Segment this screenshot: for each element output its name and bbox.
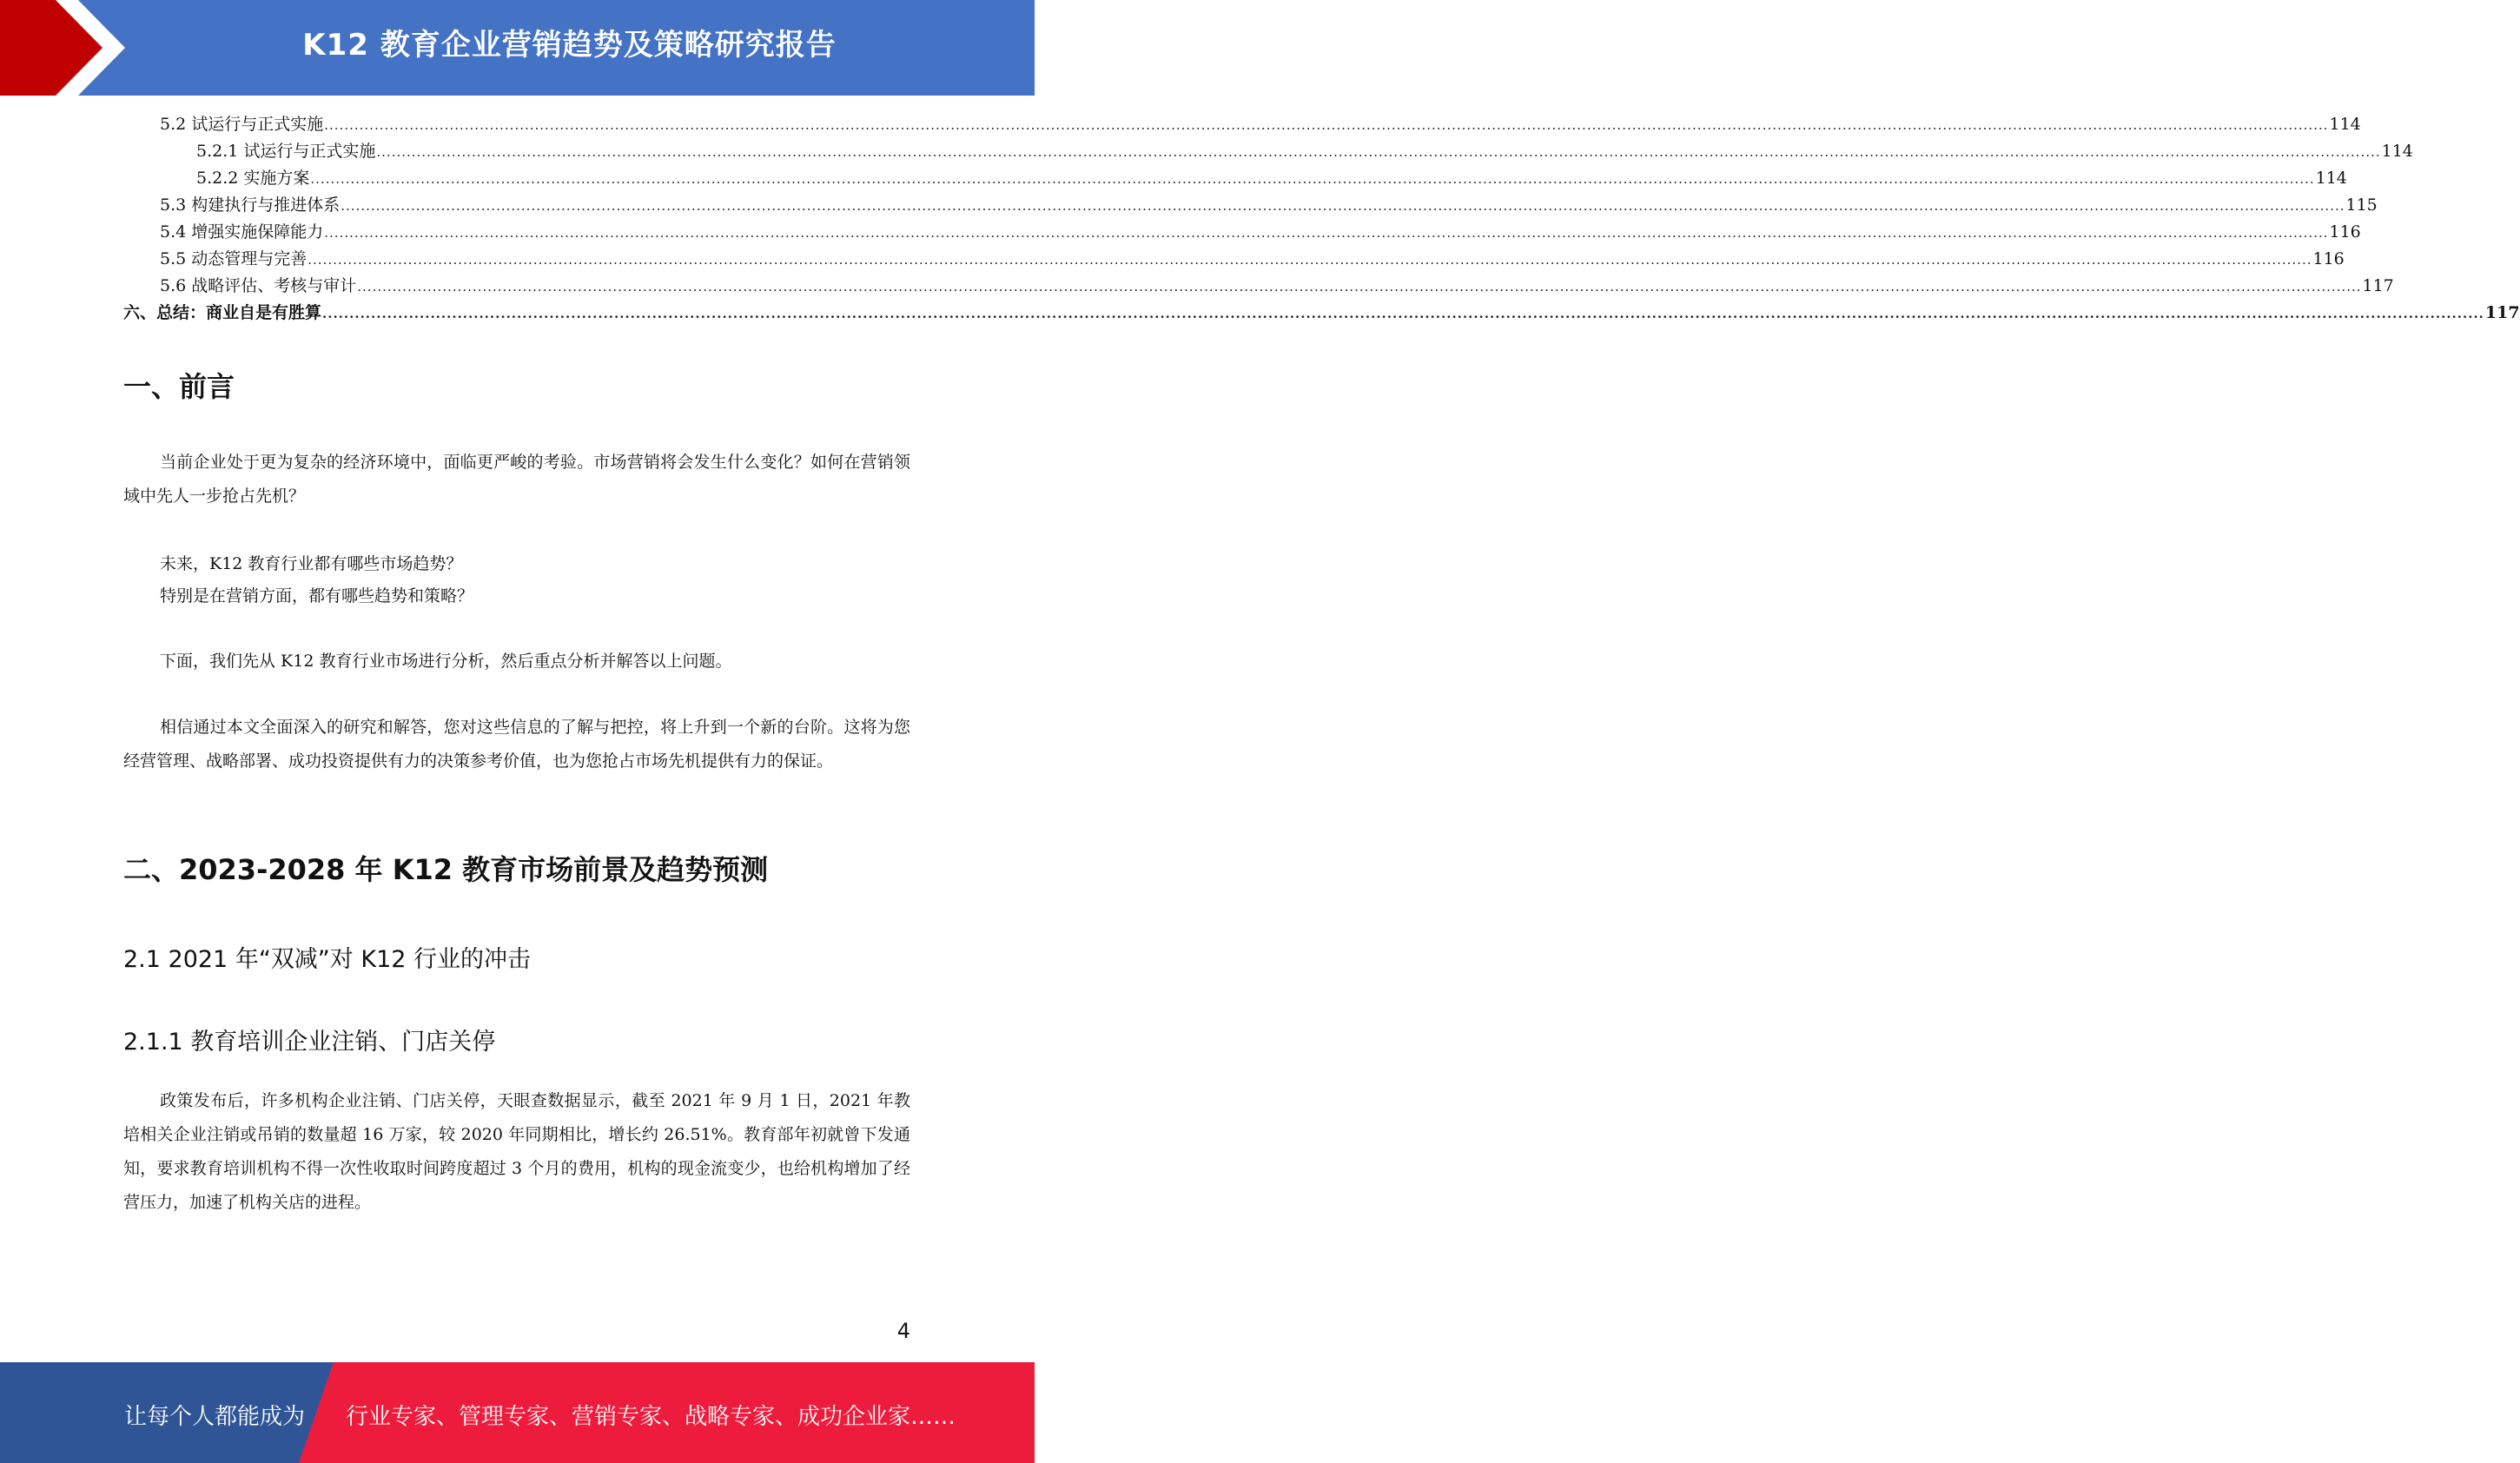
toc-entry-label: 5.6 战略评估、考核与审计 (160, 276, 357, 295)
toc-entry-page: 116 (2312, 249, 2345, 268)
page-number: 4 (896, 1319, 910, 1343)
section-heading-preface: 一、前言 (123, 370, 235, 403)
toc-entry-label: 5.5 动态管理与完善 (160, 249, 308, 268)
section-heading-2-1-1: 2.1.1 教育培训企业注销、门店关停 (123, 1029, 496, 1056)
report-title: K12 教育企业营销趋势及策略研究报告 (302, 28, 837, 63)
toc-leader-dots: ................................................................................................................................................................................................................................................................................................................................................................................................................ (324, 225, 2329, 241)
toc-entry-page: 114 (2315, 169, 2347, 188)
toc-entry-label: 5.3 构建执行与推进体系 (160, 195, 341, 215)
toc-entry-label: 六、总结：商业自是有胜算 (123, 303, 322, 322)
toc-entry[interactable] (123, 165, 2347, 192)
toc-leader-dots: ................................................................................................................................................................................................................................................................................................................................................................................................................ (310, 171, 2315, 187)
toc-entry-page: 117 (2362, 276, 2394, 295)
preface-paragraph-1: 当前企业处于更为复杂的经济环境中，面临更严峻的考验。市场营销将会发生什么变化？如何在营销领域中先人一步抢占先机？ (123, 453, 910, 506)
toc-entry-label: 5.2 试运行与正式实施 (160, 115, 324, 134)
section-heading-2-1: 2.1 2021 年“双减”对 K12 行业的冲击 (123, 946, 532, 973)
toc-entry[interactable] (123, 246, 2345, 273)
footer-slogan-right: 行业专家、管理专家、营销专家、战略专家、成功企业家…… (346, 1404, 956, 1430)
section-2-1-1-paragraph: 政策发布后，许多机构企业注销、门店关停，天眼查数据显示，截至 2021 年 9 月 1 日，2021 年教培相关企业注销或吊销的数量超 16 万家，较 2020 年同期相比，增长约 26.51%。教育部年初就曾下发通知，要求教育培训机构不得一次性收取时间跨度超过 3 个月的费用，机构的现金流变少，也给机构增加了经营压力，加速了机构关店的进程。 (123, 1091, 910, 1212)
toc-entry-page: 116 (2329, 222, 2361, 242)
toc-leader-dots: ................................................................................................................................................................................................................................................................................................................................................................................................................ (376, 144, 2381, 160)
toc-entry[interactable] (123, 273, 2394, 300)
toc-entry-page: 114 (2381, 142, 2413, 161)
preface-question-2: 特别是在营销方面，都有哪些趋势和策略？ (160, 586, 474, 606)
toc-entry[interactable] (123, 192, 2378, 219)
preface-paragraph-2: 下面，我们先从 K12 教育行业市场进行分析，然后重点分析并解答以上问题。 (160, 652, 732, 671)
toc-entry-label: 5.2.1 试运行与正式实施 (196, 142, 376, 161)
toc-entry[interactable] (123, 138, 2413, 165)
preface-paragraph-3: 相信通过本文全面深入的研究和解答，您对这些信息的了解与把控，将上升到一个新的台阶。这将为您经营管理、战略部署、成功投资提供有力的决策参考价值，也为您抢占市场先机提供有力的保证。 (123, 718, 910, 771)
toc-entry-page: 115 (2345, 195, 2378, 215)
toc-entry-label: 5.2.2 实施方案 (196, 169, 310, 188)
toc-entry-page: 114 (2329, 115, 2361, 134)
toc-leader-dots: ................................................................................................................................................................................................................................................................................................................................................................................................................ (308, 252, 2312, 268)
table-of-contents (123, 111, 2520, 327)
page-header (0, 0, 1035, 96)
toc-leader-dots: ................................................................................................................................................................................................................................................................................................................................................................................................................ (357, 279, 2362, 295)
toc-entry-label: 5.4 增强实施保障能力 (160, 222, 324, 242)
preface-question-1: 未来，K12 教育行业都有哪些市场趋势？ (160, 554, 463, 573)
toc-entry[interactable] (123, 300, 2520, 327)
header-chevron-decoration (0, 0, 139, 96)
toc-entry[interactable] (123, 219, 2361, 246)
toc-entry[interactable] (123, 111, 2361, 138)
footer-slogan-left: 让每个人都能成为 (124, 1404, 306, 1430)
toc-leader-dots: ................................................................................................................................................................................................................................................................................................................................................................................................................ (322, 306, 2484, 321)
toc-leader-dots: ................................................................................................................................................................................................................................................................................................................................................................................................................ (341, 198, 2345, 214)
chapter-heading-2: 二、2023-2028 年 K12 教育市场前景及趋势预测 (123, 853, 769, 886)
page-footer (0, 1362, 1035, 1463)
toc-leader-dots: ................................................................................................................................................................................................................................................................................................................................................................................................................ (324, 117, 2329, 133)
toc-entry-page: 117 (2484, 303, 2520, 322)
